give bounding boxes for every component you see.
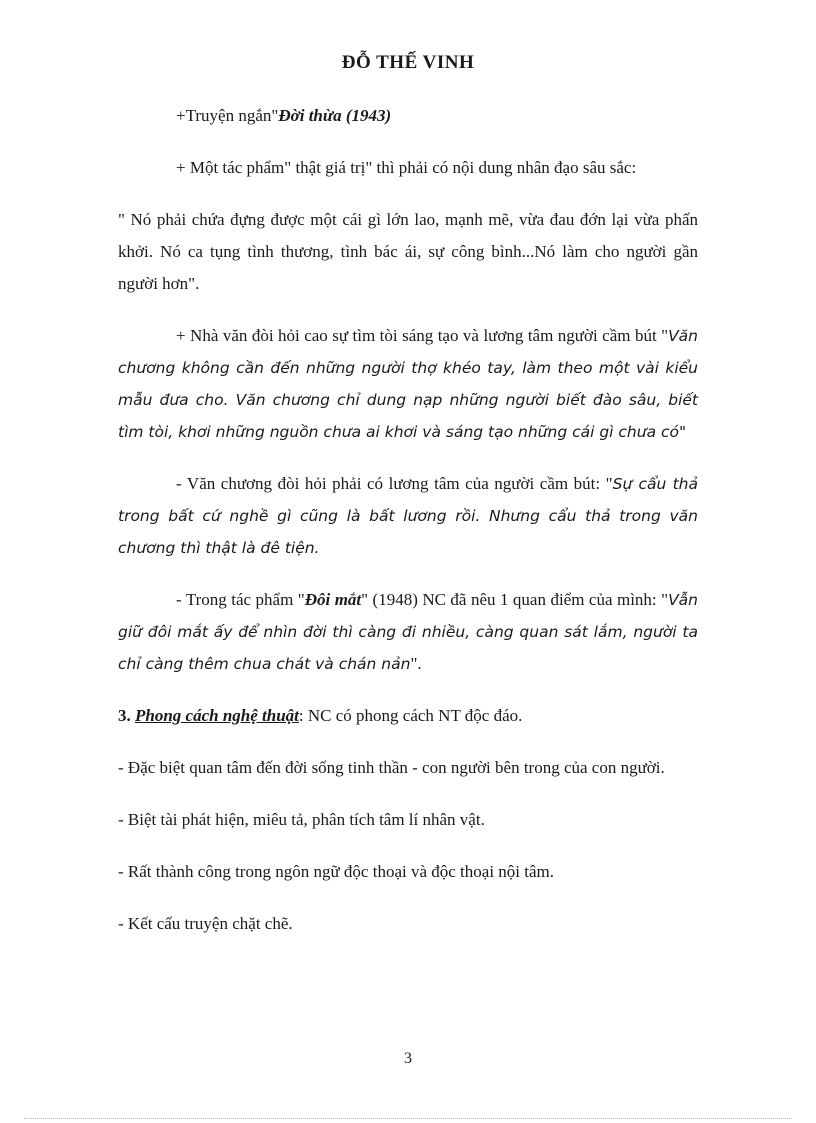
page-header-title: ĐỖ THẾ VINH xyxy=(341,52,475,73)
conscience-quote: Sự cẩu thả trong bất cứ nghề gì cũng là bất lương rồi. Nhưng cẩu thả trong văn chương thì thật là đê tiện. xyxy=(118,475,698,557)
doi-mat-quote: Vẫn giữ đôi mắt ấy để nhìn đời thì càng đi nhiều, càng quan sát lắm, người ta chỉ càng thêm chua chát và chán nản xyxy=(118,591,698,673)
page-number: 3 xyxy=(404,1050,412,1067)
paragraph-humanism: + Một tác phẩm" thật giá trị" thì phải có nội dung nhân đạo sâu sắc: xyxy=(176,158,637,177)
document-body xyxy=(118,100,698,960)
work-title-doi-mat: Đôi mắt xyxy=(304,590,362,609)
doi-mat-prefix: - Trong tác phẩm " xyxy=(176,590,305,609)
section-heading-text: Phong cách nghệ thuật xyxy=(135,706,299,725)
conscience-prefix: - Văn chương đòi hỏi phải có lương tâm của người cầm bút: " xyxy=(176,474,613,493)
doi-mat-middle: " (1948) NC đã nêu 1 quan điểm của mình: " xyxy=(361,590,669,609)
bullet-item: - Biệt tài phát hiện, miêu tả, phân tích tâm lí nhân vật. xyxy=(118,810,485,829)
page-bottom-divider xyxy=(24,1118,792,1119)
section-heading-rest: : NC có phong cách NT độc đáo. xyxy=(298,706,523,725)
paragraph-conscience xyxy=(118,468,698,564)
creativity-prefix: + Nhà văn đòi hỏi cao sự tìm tòi sáng tạo và lương tâm người cầm bút " xyxy=(176,326,669,345)
short-story-prefix: +Truyện ngắn" xyxy=(176,106,279,125)
section-heading-art-style xyxy=(118,700,698,732)
paragraph-quote-humanism: " Nó phải chứa đựng được một cái gì lớn lao, mạnh mẽ, vừa đau đớn lại vừa phấn khởi. Nó ca tụng tình thương, tình bác ái, sự công bình...Nó làm cho người gần người hơn". xyxy=(118,210,698,293)
bullet-item: - Đặc biệt quan tâm đến đời sống tinh thần - con người bên trong của con người. xyxy=(118,758,665,777)
paragraph-doi-mat xyxy=(118,584,698,680)
creativity-quote: Văn chương không cần đến những người thợ khéo tay, làm theo một vài kiểu mẫu đưa cho. Văn chương chỉ dung nạp những người biết đào sâu, biết tìm tòi, khơi những nguồn chưa ai khơi và sáng tạo những cái gì chưa có" xyxy=(118,327,698,441)
paragraph-short-story xyxy=(118,100,698,132)
paragraph-creativity xyxy=(118,320,698,448)
doi-mat-suffix: ". xyxy=(410,654,422,673)
bullet-item: - Rất thành công trong ngôn ngữ độc thoại và độc thoại nội tâm. xyxy=(118,862,555,881)
bullet-item: - Kết cấu truyện chặt chẽ. xyxy=(118,914,293,933)
work-title-doi-thua: Đời thừa (1943) xyxy=(278,106,392,125)
section-number: 3. xyxy=(118,706,135,725)
